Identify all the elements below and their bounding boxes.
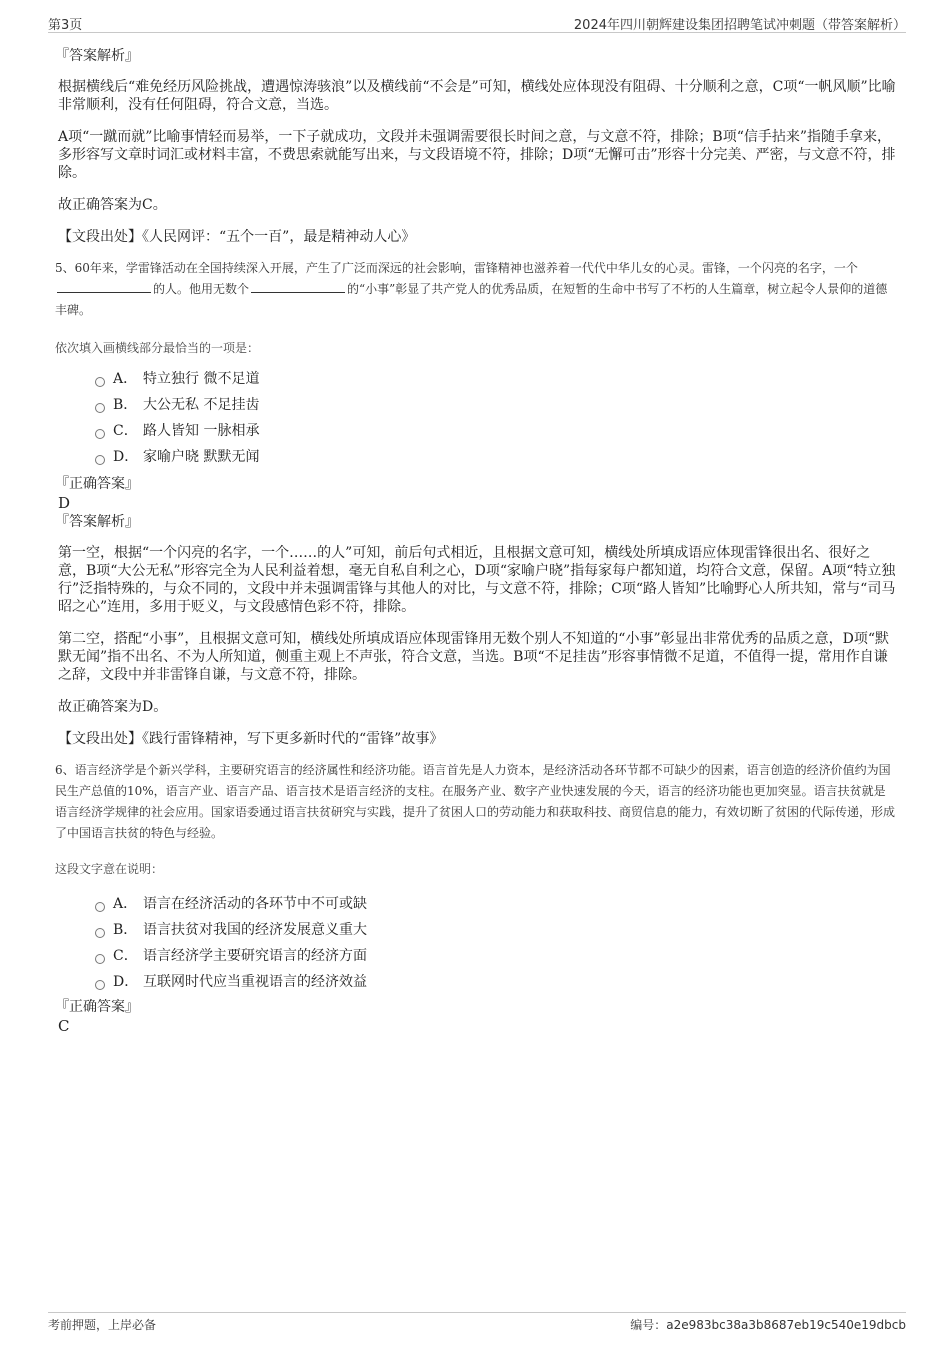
q5-option-a[interactable]: A． 特立独行 微不足道	[95, 366, 897, 392]
q5-analysis-para-1: 第一空，根据“一个闪亮的名字，一个……的人”可知，前后句式相近，且根据文意可知，横线处所填成语应体现雷锋很出名、很好之意，B项“大公无私”形容完全为人民利益着想，毫无自私自利之心，D项“家喻户晓”指每家每户都知道，均符合文意，保留。A项“特立独行”泛指特殊的，与众不同的，文段中并未强调雷锋与其他人的对比，与文意不符，排除；C项“路人皆知”比喻野心人所共知，常与“司马昭之心”连用，多用于贬义，与文段感情色彩不符，排除。	[58, 545, 896, 615]
radio-button-icon[interactable]	[95, 429, 105, 439]
q4-conclusion: 故正确答案为C。	[58, 197, 167, 213]
q6-option-b[interactable]: B． 语言扶贫对我国的经济发展意义重大	[95, 917, 897, 943]
document-code	[630, 1316, 906, 1333]
document-code-value: a2e983bc38a3b8687eb19c540e19dbcb	[666, 1318, 906, 1332]
q5-blank-2	[251, 282, 345, 293]
q6-option-c[interactable]: C． 语言经济学主要研究语言的经济方面	[95, 943, 897, 969]
q4-analysis-para-1: 根据横线后“难免经历风险挑战，遭遇惊涛骇浪”以及横线前“不会是”可知，横线处应体现没有阻碍、十分顺利之意，C项“一帆风顺”比喻非常顺利，没有任何阻碍，符合文意，当选。	[58, 79, 896, 113]
page-footer	[48, 1312, 906, 1335]
radio-button-icon[interactable]	[95, 403, 105, 413]
q5-option-b[interactable]: B． 大公无私 不足挂齿	[95, 392, 897, 418]
q5-conclusion: 故正确答案为D。	[58, 699, 168, 715]
q6-instruction: 这段文字意在说明：	[55, 862, 164, 876]
page-number: 第3页	[48, 18, 83, 33]
q5-answer: D	[58, 494, 71, 512]
radio-button-icon[interactable]	[95, 954, 105, 964]
q5-analysis-para-2: 第二空，搭配“小事”，且根据文意可知，横线处所填成语应体现雷锋用无数个别人不知道的“小事”彰显出非常优秀的品质之意，D项“默默无闻”指不出名、不为人所知道，侧重主观上不声张，符合文意，当选。B项“不足挂齿”形容事情微不足道，不值得一提，常用作自谦之辞，文段中并非雷锋自谦，与文意不符，排除。	[58, 631, 890, 683]
document-code-label: 编号：	[630, 1318, 667, 1332]
q5-instruction: 依次填入画横线部分最恰当的一项是：	[55, 341, 260, 355]
radio-button-icon[interactable]	[95, 902, 105, 912]
q6-stem: 6、语言经济学是个新兴学科，主要研究语言的经济属性和经济功能。语言首先是人力资本，是经济活动各环节都不可缺少的因素，语言创造的经济价值约为国民生产总值的10%，语言产业、语言产品、语言技术是语言经济的支柱。在服务产业、数字产业快速发展的今天，语言的经济功能也更加突显。语言扶贫就是语言经济学规律的社会应用。国家语委通过语言扶贫研究与实践，提升了贫困人口的劳动能力和获取科技、商贸信息的能力，有效切断了贫困的代际传递，形成了中国语言扶贫的特色与经验。	[55, 763, 896, 840]
q6-options	[55, 891, 897, 995]
q6-answer: C	[58, 1017, 70, 1035]
q5-stem-part-1: 5、60年来，学雷锋活动在全国持续深入开展，产生了广泛而深远的社会影响，雷锋精神也滋养着一代代中华儿女的心灵。雷锋，一个闪亮的名字，一个	[55, 261, 858, 275]
radio-button-icon[interactable]	[95, 980, 105, 990]
q5-options	[55, 366, 897, 470]
page-header	[48, 12, 906, 33]
page-content	[55, 46, 897, 1035]
q5-option-c[interactable]: C． 路人皆知 一脉相承	[95, 418, 897, 444]
q4-analysis-label: 『答案解析』	[55, 48, 139, 64]
q5-stem-part-2: 的人。他用无数个	[153, 282, 250, 296]
q5-blank-1	[57, 282, 151, 293]
footer-slogan: 考前押题，上岸必备	[48, 1318, 157, 1332]
q6-option-a[interactable]: A． 语言在经济活动的各环节中不可或缺	[95, 891, 897, 917]
q5-analysis-label: 『答案解析』	[55, 514, 139, 530]
q4-analysis-para-2: A项“一蹴而就”比喻事情轻而易举，一下子就成功，文段并未强调需要很长时间之意，与文意不符，排除；B项“信手拈来”指随手拿来，多形容写文章时词汇或材料丰富，不费思索就能写出来，与文段语境不符，排除；D项“无懈可击”形容十分完美、严密，与文意不符，排除。	[58, 129, 896, 181]
q5-option-d[interactable]: D． 家喻户晓 默默无闻	[95, 444, 897, 470]
q4-source: 【文段出处】《人民网评：“五个一百”，最是精神动人心》	[58, 229, 416, 245]
q5-stem	[55, 258, 897, 321]
q5-source: 【文段出处】《践行雷锋精神，写下更多新时代的“雷锋”故事》	[58, 731, 444, 747]
radio-button-icon[interactable]	[95, 928, 105, 938]
document-title: 2024年四川朝辉建设集团招聘笔试冲刺题（带答案解析）	[573, 18, 906, 33]
q6-option-d[interactable]: D． 互联网时代应当重视语言的经济效益	[95, 969, 897, 995]
q6-answer-label: 『正确答案』	[55, 999, 139, 1015]
q5-stem-part-3: 的“小事”彰显了共产党人的优秀品质，在短暂的生命中书写了不朽的人生篇章，树立起令人景仰的道德丰碑。	[55, 282, 888, 317]
radio-button-icon[interactable]	[95, 455, 105, 465]
q5-answer-label: 『正确答案』	[55, 476, 139, 492]
radio-button-icon[interactable]	[95, 377, 105, 387]
